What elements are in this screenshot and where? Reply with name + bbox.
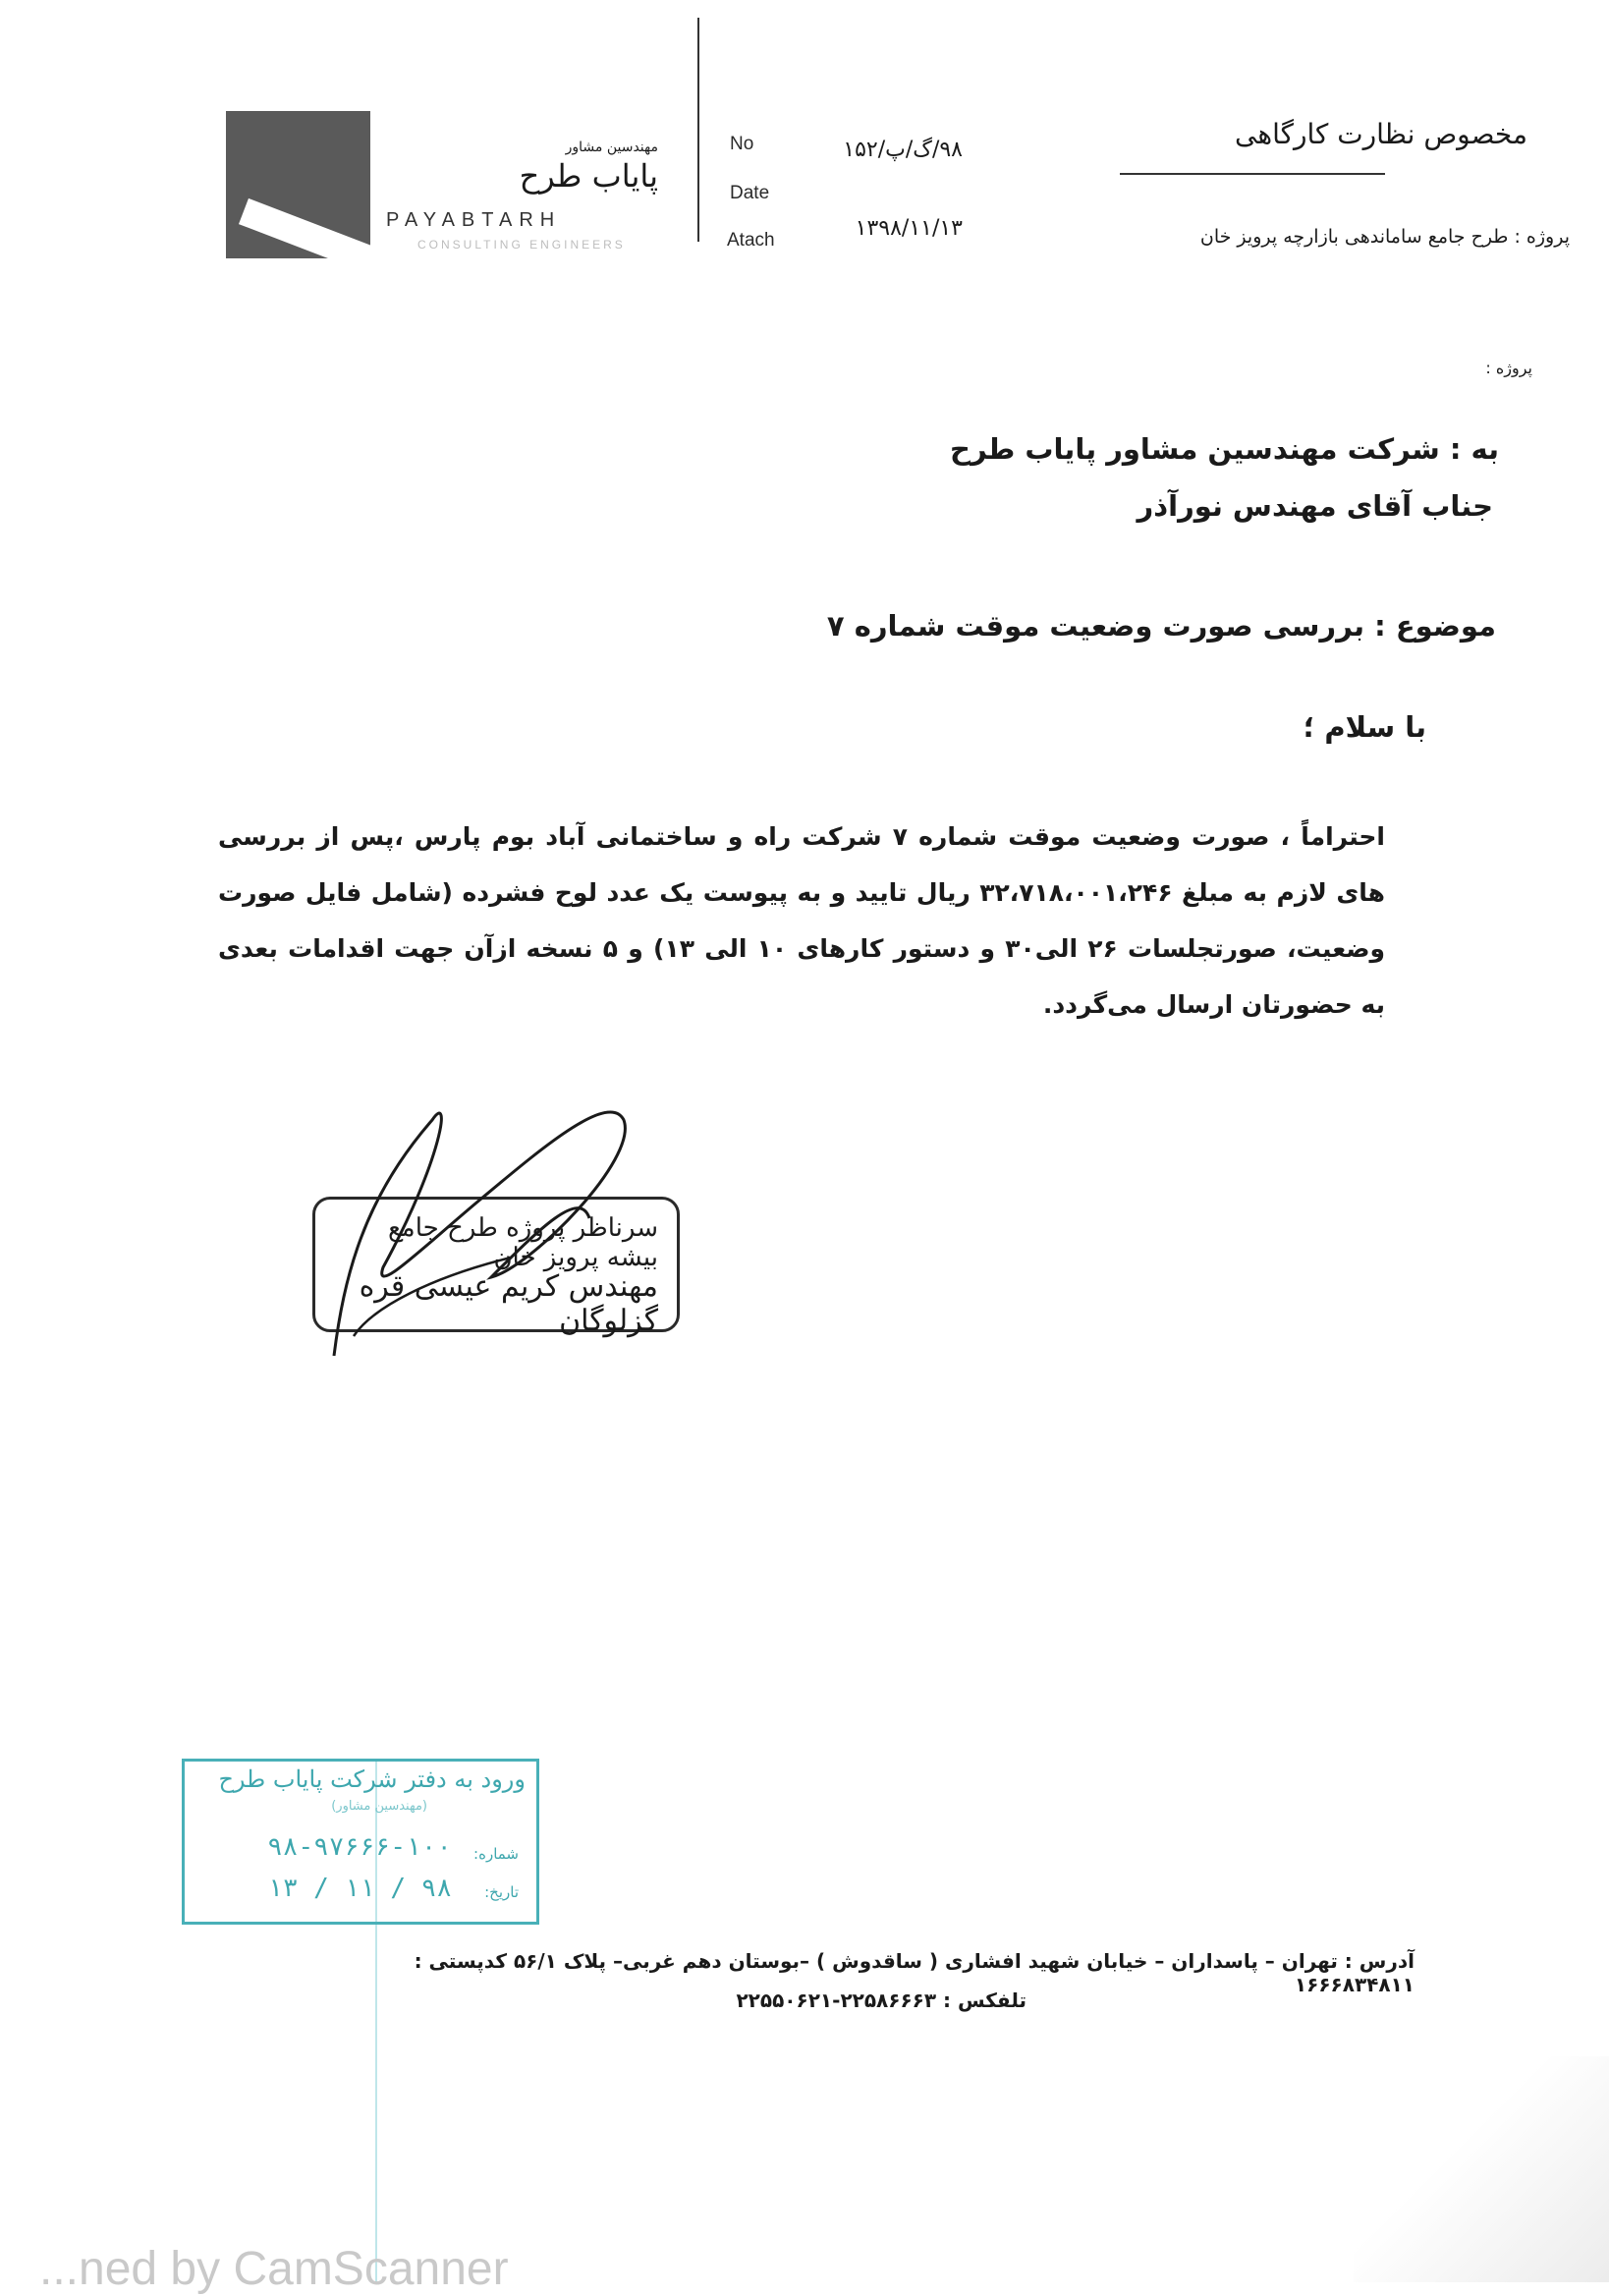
letter-body: احتراماً ، صورت وضعیت موقت شماره ۷ شرکت راه و ساختمانی آباد بوم پارس ،پس از بررسی های لازم به مبلغ ۳۲،۷۱۸،۰۰۱،۲۴۶ ریال تایید و به پیوست یک عدد لوح فشرده (شامل فایل صورت وضعیت، صورتجلسات ۲۶ الی۳۰ و دستور کارهای ۱۰ الی ۱۳) و ۵ نسخه ازآن جهت اقدامات بعدی به حضورتان ارسال می‌گردد. bbox=[218, 822, 1386, 1019]
registration-date-label: تاریخ: bbox=[484, 1883, 519, 1901]
attention-line: جناب آقای مهندس نورآذر bbox=[1137, 489, 1493, 523]
letter-number: ۹۸/گ/پ/۱۵۲ bbox=[843, 138, 963, 162]
stamp-title-line: سرناظر پروژه طرح جامع بیشه پرویز خان bbox=[387, 1213, 658, 1272]
company-name-en: PAYABTARH bbox=[386, 209, 562, 231]
scanner-watermark: ...ned by CamScanner bbox=[39, 2243, 509, 2295]
registration-date-value: ۹۸ / ۱۱ / ۱۳ bbox=[267, 1874, 452, 1903]
handwritten-signature bbox=[285, 1081, 756, 1375]
registration-number-label: شماره: bbox=[473, 1845, 519, 1863]
no-label: No bbox=[730, 134, 754, 154]
atach-label: Atach bbox=[727, 230, 775, 251]
stamp-name-line: مهندس کریم عیسی قره گزلوگان bbox=[359, 1269, 658, 1338]
company-name-fa: پایاب طرح bbox=[519, 157, 658, 195]
letter-date: ۱۳۹۸/۱۱/۱۳ bbox=[855, 216, 963, 241]
date-label: Date bbox=[730, 183, 770, 203]
footer-address: آدرس : تهران – پاسداران – خیابان شهید افشاری ( ساقدوش ) –بوستان دهم غربی– پلاک ۵۶/۱ کدپستی : ۱۶۶۶۸۳۴۸۱۱ bbox=[414, 1949, 1415, 1996]
registration-number-value: ۹۸-۹۷۶۶۶-۱۰۰ bbox=[267, 1832, 452, 1862]
company-type-label: مهندسین مشاور bbox=[565, 140, 658, 155]
special-supervision-label: مخصوص نظارت کارگاهی bbox=[1235, 118, 1527, 150]
logo-stripe-shape bbox=[239, 198, 370, 258]
recipient-line: به : شرکت مهندسین مشاور پایاب طرح bbox=[950, 432, 1499, 466]
subject-line: موضوع : بررسی صورت وضعیت موقت شماره ۷ bbox=[826, 609, 1496, 643]
special-label-underline bbox=[1120, 173, 1385, 175]
greeting: با سلام ؛ bbox=[1303, 710, 1426, 744]
registration-stamp-title: ورود به دفتر شرکت پایاب طرح bbox=[218, 1765, 526, 1793]
project-field-label: پروژه : bbox=[1485, 359, 1532, 377]
registration-stamp-subtitle: (مهندسین مشاور) bbox=[331, 1799, 427, 1814]
scan-shadow bbox=[1354, 2056, 1609, 2282]
company-logo bbox=[226, 111, 370, 258]
footer-fax: تلفکس : ۲۲۵۸۶۶۶۳-۲۲۵۵۰۶۲۱ bbox=[736, 1988, 1026, 2012]
company-subtitle-en: CONSULTING ENGINEERS bbox=[417, 238, 626, 252]
project-title: پروژه : طرح جامع ساماندهی بازارچه پرویز خان bbox=[1199, 226, 1570, 248]
header-divider bbox=[697, 18, 699, 242]
